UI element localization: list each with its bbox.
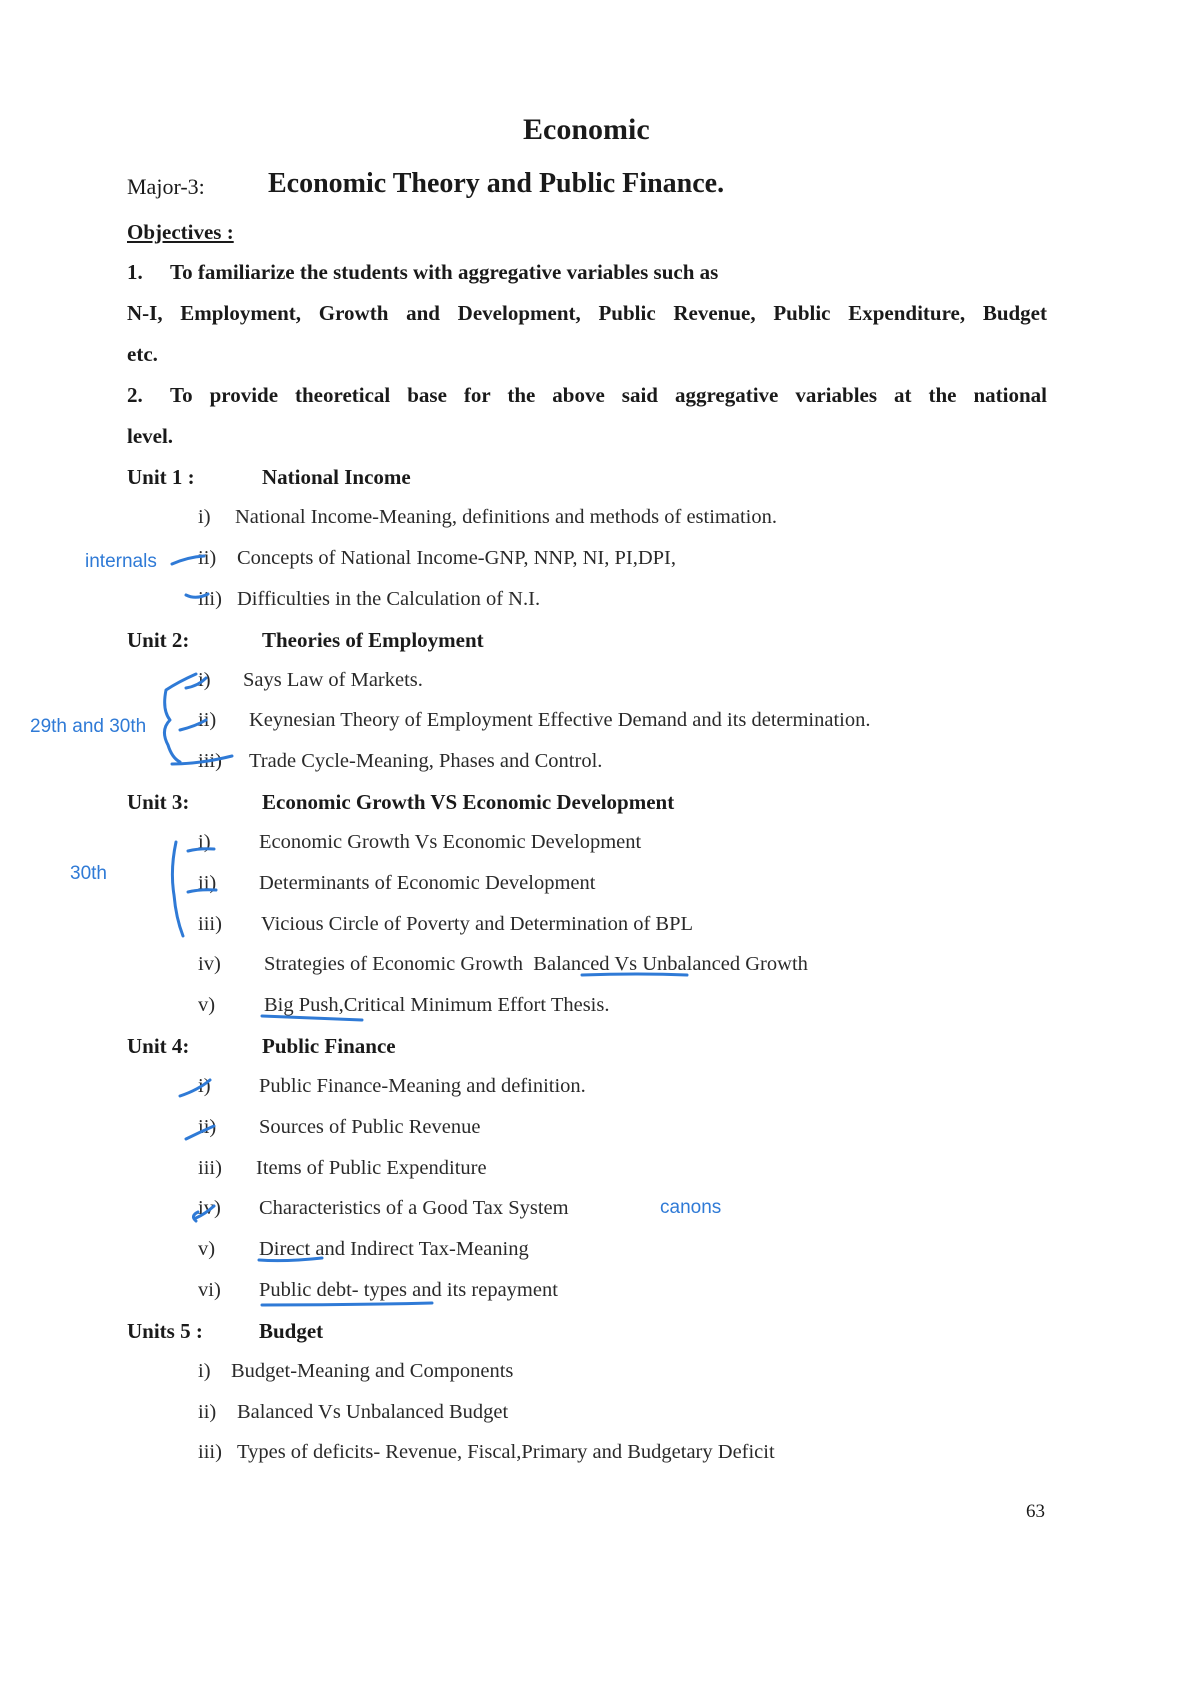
annotation-dates: 29th and 30th [30, 716, 147, 737]
item-number: v) [198, 1238, 216, 1260]
underlined-phrase: Direct [259, 1238, 311, 1260]
subject-title: Economic [523, 113, 650, 146]
item-text: Economic Growth Vs Economic Development [259, 831, 642, 853]
objectives-heading: Objectives : [127, 220, 234, 244]
item-text: Sources of Public Revenue [259, 1116, 481, 1138]
unit-label: Unit 4: [127, 1034, 190, 1058]
item-number: ii) [198, 547, 217, 569]
item-text: Keynesian Theory of Employment Effective Demand and its determination. [249, 709, 871, 731]
item-text: Types of deficits- Revenue, Fiscal,Primary and Budgetary Deficit [237, 1441, 775, 1463]
item-number: iii) [198, 913, 222, 935]
item-number: i) [198, 669, 211, 691]
unit-label: Unit 3: [127, 790, 190, 814]
item-number: iv) [198, 953, 221, 975]
item-number: iv) [198, 1197, 221, 1219]
item-number: i) [198, 831, 211, 853]
underlined-phrase: Big Push, [264, 994, 344, 1016]
item-number: i) [198, 506, 211, 528]
ink-underline [262, 1303, 432, 1305]
objective-text: N-I, Employment, Growth and Development, Public Revenue, Public Expenditure, Budget [127, 301, 1047, 325]
item-text: Concepts of National Income-GNP, NNP, NI, PI,DPI, [237, 547, 676, 569]
unit-title: Public Finance [262, 1034, 396, 1058]
item-text: Determinants of Economic Development [259, 872, 596, 894]
unit-title: Budget [259, 1319, 324, 1343]
item-number: vi) [198, 1279, 221, 1301]
annotation-internals: internals [85, 551, 157, 572]
item-text: Trade Cycle-Meaning, Phases and Control. [249, 750, 603, 772]
item-text-part: Unbalanced Growth [637, 953, 808, 975]
item-text: Public Finance-Meaning and definition. [259, 1075, 586, 1097]
item-text: Says Law of Markets. [243, 669, 423, 691]
major-title: Economic Theory and Public Finance. [268, 168, 725, 199]
item-text: Difficulties in the Calculation of N.I. [237, 588, 541, 610]
ink-underline [262, 1016, 362, 1020]
unit-title: National Income [262, 465, 411, 489]
item-number: iii) [198, 750, 222, 772]
annotation-canons: canons [660, 1197, 722, 1218]
item-text [264, 954, 808, 975]
page-number: 63 [1026, 1501, 1045, 1522]
objective-text: level. [127, 424, 174, 448]
item-number: ii) [198, 1116, 217, 1138]
unit-label: Unit 1 : [127, 465, 195, 489]
item-text: National Income-Meaning, definitions and methods of estimation. [235, 506, 777, 528]
item-text [264, 995, 609, 1016]
item-number: iii) [198, 588, 222, 610]
unit-title: Theories of Employment [262, 628, 484, 652]
item-number: iii) [198, 1157, 222, 1179]
annotation-date: 30th [70, 863, 107, 884]
item-text: Balanced Vs Unbalanced Budget [237, 1401, 509, 1423]
objective-text: To familiarize the students with aggregative variables such as [170, 260, 719, 284]
item-number: ii) [198, 872, 217, 894]
item-number: iii) [198, 1441, 222, 1463]
unit-label: Units 5 : [127, 1319, 203, 1343]
ink-brace [164, 674, 196, 762]
item-text [259, 1280, 558, 1301]
objective-text: etc. [127, 342, 158, 366]
objective-text: To provide theoretical base for the above said aggregative variables at the national [170, 383, 1047, 407]
unit-label: Unit 2: [127, 628, 190, 652]
item-text: Items of Public Expenditure [256, 1157, 487, 1179]
unit-title: Economic Growth VS Economic Development [262, 790, 675, 814]
item-text: Vicious Circle of Poverty and Determination of BPL [261, 913, 694, 935]
item-text: Budget-Meaning and Components [231, 1360, 514, 1382]
item-text [259, 1239, 529, 1260]
item-number: ii) [198, 709, 217, 731]
item-text-part: Critical Minimum Effort Thesis. [343, 994, 610, 1016]
underlined-phrase: Public debt- types [259, 1279, 408, 1301]
item-text: Characteristics of a Good Tax System [259, 1197, 569, 1219]
item-number: ii) [198, 1401, 217, 1423]
underlined-phrase: Balanced Vs [533, 953, 638, 975]
ink-bracket [172, 842, 183, 936]
item-number: i) [198, 1075, 211, 1097]
objective-number: 1. [127, 260, 143, 284]
objective-number: 2. [127, 383, 143, 407]
item-text-part: and Indirect Tax-Meaning [310, 1238, 529, 1260]
major-label: Major-3: [127, 174, 205, 199]
item-text-part: Strategies of Economic Growth [264, 953, 534, 975]
item-number: i) [198, 1360, 211, 1382]
item-number: v) [198, 994, 216, 1016]
item-text-part: and its repayment [407, 1279, 558, 1301]
